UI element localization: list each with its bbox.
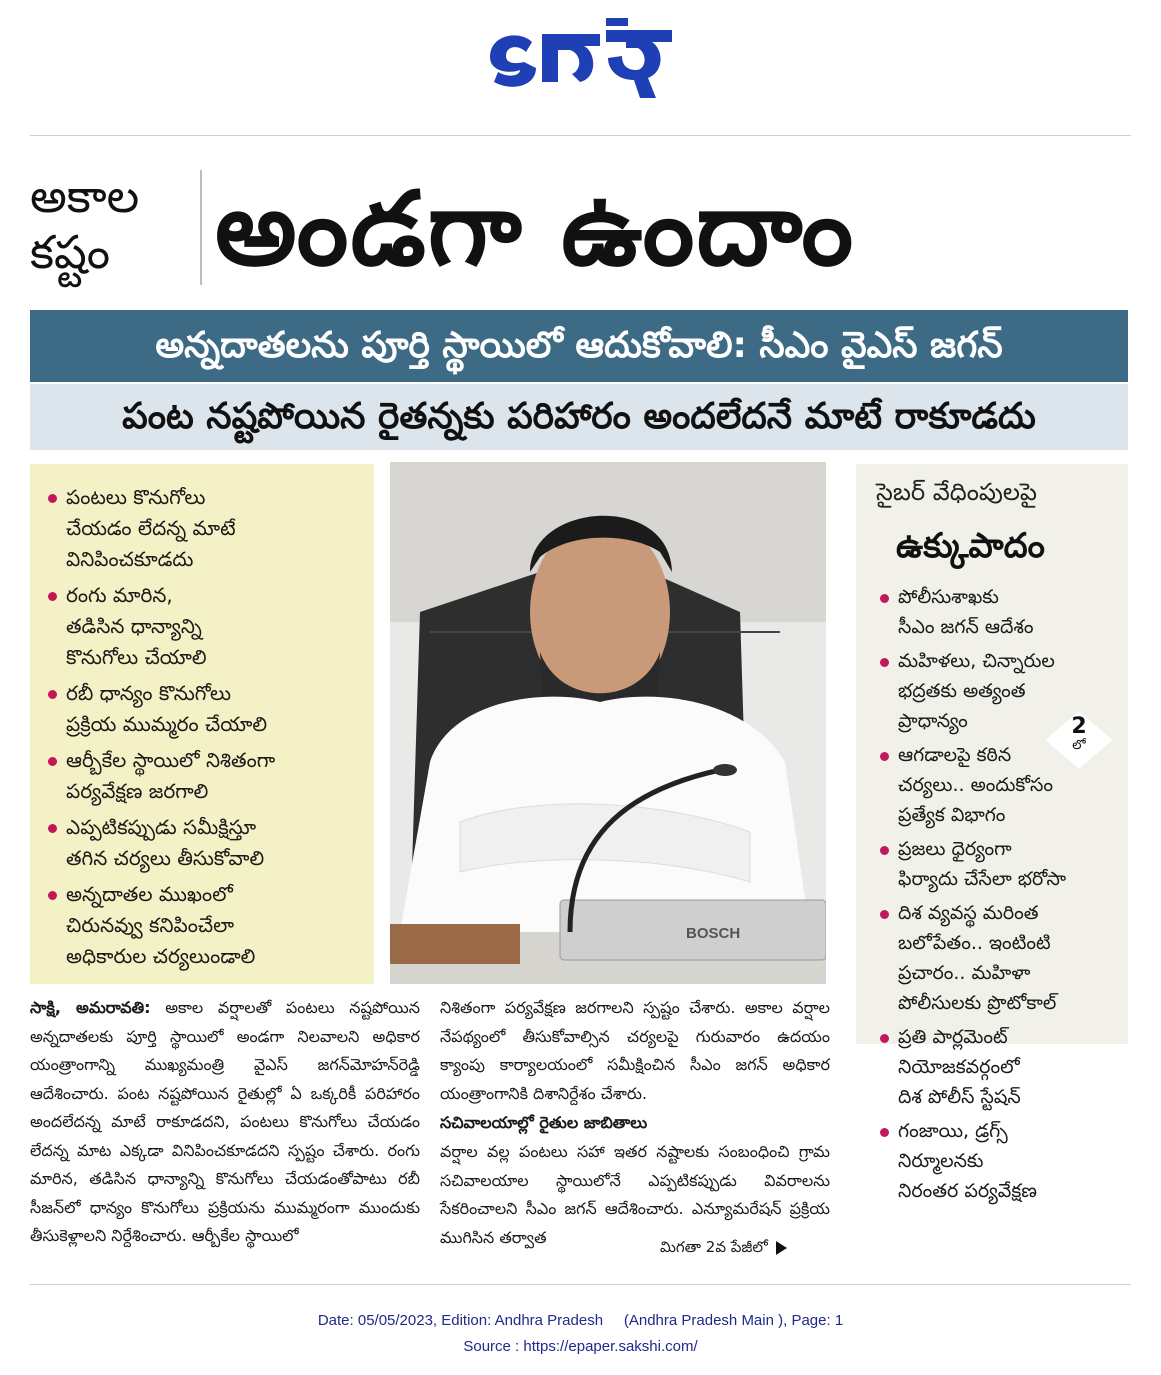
sidebar-item — [898, 1022, 1122, 1112]
article-col1-text: అకాల వర్షాలతో పంటలు నష్టపోయిన అన్నదాతలకు పూర్తి స్థాయిలో అండగా నిలవాలని అధికార యంత్రాంగాన్ని ముఖ్యమంత్రి వైఎస్ జగన్‌మోహన్‌రెడ్డి ఆదేశించారు. పంట నష్టపోయిన రైతుల్లో ఏ ఒక్కరికీ పరిహారం అందలేదన్న మాటే రాకూడదని, పంటలు కొనుగోలు చేయడం లేదన్న మాట ఎక్కడా వినిపించకూడదని స్పష్టం చేశారు. రంగు మారిన, తడిసిన ధాన్యాన్ని కొనుగోలు చేయడంతోపాటు రబీ సీజన్‌లో ధాన్యం కొనుగోలు ప్రక్రియను ముమ్మరంగా ముందుకు తీసుకెళ్లాలని నిర్దేశించారు. ఆర్బీకేల స్థాయిలో — [30, 998, 420, 1245]
highlight-item-line: ఆర్బీకేల స్థాయిలో నిశితంగా — [66, 748, 276, 772]
bullet-dot-icon — [48, 824, 57, 833]
kicker — [30, 168, 190, 288]
highlight-item — [66, 482, 364, 575]
highlight-item-line: రంగు మారిన, — [66, 583, 173, 607]
article-subhead: సచివాలయాల్లో రైతుల జాబితాలు — [440, 1113, 648, 1132]
bullet-dot-icon — [48, 891, 57, 900]
photo-illustration — [390, 462, 826, 984]
kicker-line2: కష్టం — [30, 225, 111, 279]
edition-footer — [0, 1308, 1161, 1360]
deck-band: పంట నష్టపోయిన రైతన్నకు పరిహారం అందలేదనే మాటే రాకూడదు — [30, 384, 1128, 450]
footer-date-line: Date: 05/05/2023, Edition: Andhra Pradesh (Andhra Pradesh Main ), Page: 1 — [317, 1312, 844, 1329]
sidebar-item-line: ప్రత్యేక విభాగం — [898, 804, 1006, 826]
bullet-dot-icon — [48, 757, 57, 766]
bullet-dot-icon — [880, 752, 889, 761]
mic-brand-label: BOSCH — [686, 925, 741, 942]
page-ref-badge — [1046, 712, 1112, 768]
highlight-item-line: చిరునవ్వు కనిపించేలా — [66, 913, 235, 937]
kicker-line1: అకాల — [30, 169, 140, 223]
cm-photo — [390, 462, 826, 984]
page-ref-number: 2 — [1071, 714, 1087, 739]
byline: సాక్షి, అమరావతి: — [30, 998, 151, 1017]
bullet-dot-icon — [48, 690, 57, 699]
sidebar-item — [898, 834, 1122, 894]
bullet-dot-icon — [880, 1128, 889, 1137]
article-col2-para1: నిశితంగా పర్యవేక్షణ జరగాలని స్పష్టం చేశారు. అకాల వర్షాల నేపథ్యంలో తీసుకోవాల్సిన చర్యలపై గురువారం ఉదయం క్యాంపు కార్యాలయంలో సమీక్షించిన సీఎం జగన్ అధికార యంత్రాంగానికి దిశానిర్దేశం చేశారు. — [440, 998, 830, 1103]
highlight-item-line: తడిసిన ధాన్యాన్ని — [66, 614, 202, 638]
highlight-item-line: అధికారుల చర్యలుండాలి — [66, 944, 256, 968]
footer-rule — [30, 1284, 1131, 1285]
subheadline-band: అన్నదాతలను పూర్తి స్థాయిలో ఆదుకోవాలి: సీఎం వైఎస్ జగన్ — [30, 310, 1128, 382]
highlight-item-line: ఎప్పటికప్పుడు సమీక్షిస్తూ — [66, 815, 257, 839]
sidebar-item-line: పోలీసులకు ప్రొటోకాల్ — [898, 992, 1057, 1014]
highlight-item — [66, 812, 364, 874]
sidebar-heading-large: ఉక్కుపాదం — [896, 526, 1045, 566]
sidebar-item — [898, 898, 1122, 1018]
sidebar-item-line: మహిళలు, చిన్నారుల — [898, 650, 1055, 672]
highlight-item-line: రబీ ధాన్యం కొనుగోలు — [66, 681, 232, 705]
sidebar-item — [898, 582, 1122, 642]
sidebar-item-line: ఫిర్యాదు చేసేలా భరోసా — [898, 868, 1067, 890]
kicker-divider — [200, 170, 202, 285]
bullet-dot-icon — [880, 594, 889, 603]
main-headline: అండగా ఉందాం — [215, 170, 856, 289]
highlight-item-line: ప్రక్రియ ముమ్మరం చేయాలి — [66, 712, 268, 736]
highlight-item — [66, 678, 364, 740]
bullet-dot-icon — [48, 494, 57, 503]
bullet-dot-icon — [880, 910, 889, 919]
page-ref-suffix: లో — [1072, 738, 1086, 753]
highlights-box — [30, 464, 374, 984]
bullet-dot-icon — [880, 658, 889, 667]
continued-link[interactable] — [660, 1238, 787, 1260]
sidebar-item-line: నిరంతర పర్యవేక్షణ — [898, 1180, 1037, 1202]
highlight-item-line: వినిపించకూడదు — [66, 547, 194, 571]
highlight-item-line: చేయడం లేదన్న మాటే — [66, 516, 236, 540]
sidebar-item-line: సీఎం జగన్ ఆదేశం — [898, 616, 1034, 638]
sidebar-item-line: ప్రజలు ధైర్యంగా — [898, 838, 1012, 860]
mic-head — [713, 764, 737, 776]
highlight-item — [66, 580, 364, 673]
continued-text: మిగతా 2వ పేజీలో — [660, 1238, 768, 1256]
bullet-dot-icon — [880, 846, 889, 855]
sidebar-item-line: ప్రాధాన్యం — [898, 710, 968, 732]
article-col2-para2: వర్షాల వల్ల పంటలు సహా ఇతర నష్టాలకు సంబంధించి గ్రామ సచివాలయాల స్థాయిలోనే ఎప్పటికప్పుడు వివరాలను సేకరించాలని సీఎం జగన్ ఆదేశించారు. ఎన్యూమరేషన్ ప్రక్రియ ముగిసిన తర్వాత — [440, 1142, 830, 1247]
wooden-block — [390, 924, 520, 964]
highlight-item-line: కొనుగోలు చేయాలి — [66, 645, 207, 669]
sidebar-item-line: ప్రతి పార్లమెంట్ — [898, 1026, 1008, 1048]
sidebar-item-line: పోలీసుశాఖకు — [898, 586, 999, 608]
highlight-item-line: అన్నదాతల ముఖంలో — [66, 882, 233, 906]
article-column-2 — [440, 994, 830, 1252]
masthead-rule — [30, 135, 1131, 136]
sidebar-item-line: ప్రచారం.. మహిళా — [898, 962, 1031, 984]
highlight-item-line: పర్యవేక్షణ జరగాలి — [66, 779, 209, 803]
sidebar-item-line: బలోపేతం.. ఇంటింటి — [898, 932, 1051, 954]
play-arrow-icon — [776, 1241, 787, 1255]
footer-source-line: Source : https://epaper.sakshi.com/ — [463, 1338, 698, 1355]
bullet-dot-icon — [48, 592, 57, 601]
sakshi-logo — [480, 12, 680, 102]
highlight-item — [66, 879, 364, 972]
highlights-list — [30, 464, 374, 972]
highlight-item — [66, 745, 364, 807]
sidebar-list — [898, 582, 1122, 1210]
sidebar-item-line: దిశ వ్యవస్థ మరింత — [898, 902, 1039, 924]
sidebar-item-line: గంజాయి, డ్రగ్స్ — [898, 1120, 1008, 1142]
highlight-item-line: తగిన చర్యలు తీసుకోవాలి — [66, 846, 265, 870]
sidebar-item-line: చర్యలు.. అందుకోసం — [898, 774, 1054, 796]
sidebar-item-line: నిర్మూలనకు — [898, 1150, 984, 1172]
masthead — [0, 0, 1161, 120]
bullet-dot-icon — [880, 1034, 889, 1043]
sidebar-heading-small: సైబర్ వేధింపులపై — [876, 478, 1037, 506]
sidebar-item-line: ఆగడాలపై కఠిన — [898, 744, 1012, 766]
highlight-item-line: పంటలు కొనుగోలు — [66, 485, 206, 509]
sidebar-item-line: నియోజకవర్గంలో — [898, 1056, 1020, 1078]
article-column-1 — [30, 994, 420, 1251]
sidebar-item-line: దిశ పోలీస్ స్టేషన్ — [898, 1086, 1021, 1108]
sidebar-item-line: భద్రతకు అత్యంత — [898, 680, 1026, 702]
sidebar-item — [898, 1116, 1122, 1206]
